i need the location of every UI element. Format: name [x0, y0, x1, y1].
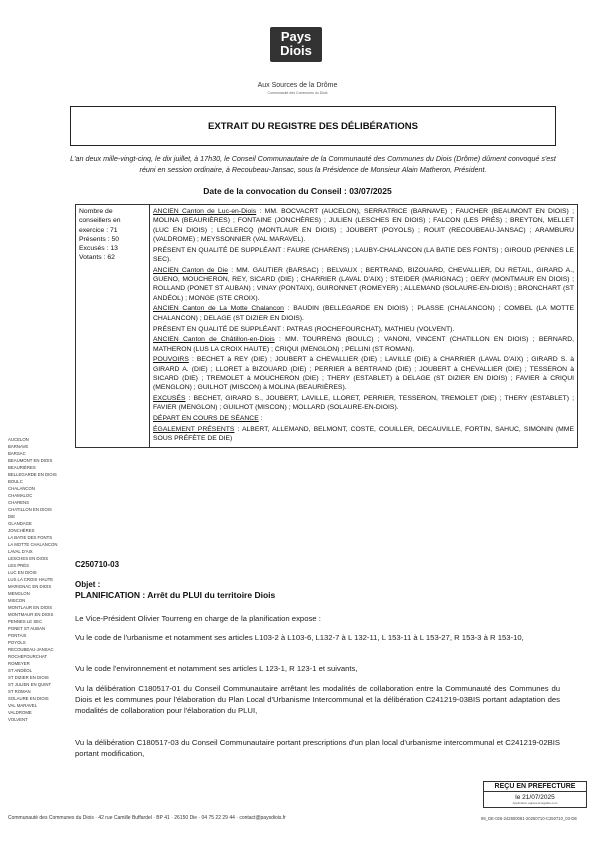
stamp-sub: Application agréée E-legalite.com — [512, 801, 558, 805]
attendance-text: : BECHET, GIRARD S., JOUBERT, LAVILLE, LLORET, PERRIER, TESSERON, TREMOLET (DIE) ; THERY (ESTABLET) ; FAVIER (MENGLON) ; GUILHOT (MISCON) ; MOLLARD (SOLAURE-EN-DIOIS). — [153, 395, 574, 412]
commune-item: LUS LA CROIX HAUTE — [8, 577, 54, 582]
tagline-sub: Communauté des Communes du Diois — [267, 91, 328, 95]
attendance-line — [153, 246, 574, 265]
commune-item: LESCHES EN DIOIS — [8, 556, 49, 561]
commune-item: PONET ST AUBAN — [8, 626, 46, 631]
prefecture-stamp — [483, 781, 587, 808]
attendance-table — [75, 204, 578, 448]
commune-item: ST DIZIER EN DIOIS — [8, 675, 49, 680]
commune-item: AUCELON — [8, 437, 29, 442]
commune-item: CHATILLON EN DIOIS — [8, 507, 52, 512]
commune-item: BARNAVE — [8, 444, 29, 449]
commune-item: BOULC — [8, 479, 23, 484]
commune-item: ST JULIEN EN QUINT — [8, 682, 52, 687]
stat-members: Nombre de conseillers en exercice : 71 — [79, 208, 121, 234]
commune-item: ST ROMAN — [8, 689, 31, 694]
attendance-stats — [76, 205, 150, 448]
attendance-label: ANCIEN Canton de Luc-en-Diois — [153, 208, 257, 215]
commune-item: VOLVENT — [8, 717, 28, 722]
attendance-line — [153, 207, 574, 244]
attendance-line — [153, 304, 574, 323]
commune-item: BEAUMONT EN DIOIS — [8, 458, 53, 463]
attendance-label: ANCIEN Canton de Châtillon-en-Diois — [153, 336, 275, 344]
attendance-label: POUVOIRS — [153, 356, 189, 364]
intro-paragraph: L'an deux mille-vingt-cinq, le dix juillet, à 17h30, le Conseil Communautaire de la Communauté des Communes du Diois (Drôme) dûment convoqué s'est réuni en session ordinaire, à Recoubeau-Jansac, sous la Présidence de Monsieur Alain Matheron, Président. — [70, 154, 556, 174]
attendance-line — [153, 266, 574, 303]
commune-item: POYOLS — [8, 640, 26, 645]
attendance-label: EXCUSÉS — [153, 395, 186, 403]
commune-item: JONCHÈRES — [8, 528, 35, 533]
paragraph: Vu la délibération C180517-01 du Conseil Communautaire arrêtant les modalités de collaboration entre la Communauté des Communes du Diois et les communes pour l'élaboration du Plan Local d'Urbanisme Intercommunal et la délibération C241219-03BIS portant adaptation des modalités de collaboration pour l'élaboration du PLUI, — [75, 684, 560, 715]
stamp-id: 99_DE-026-242600081-20250710-C250710_03-DE — [481, 816, 578, 821]
deliberation-code: C250710-03 — [75, 560, 120, 569]
attendance-label: ANCIEN Canton de La Motte Chalancon — [153, 305, 284, 313]
attendance-line — [153, 425, 574, 444]
paragraph: Vu le code de l'urbanisme et notamment ses articles L103-2 à L103-6, L132-7 à L 132-11, L 153-11 à L 153-27, R 153-3 à R 153-10, — [75, 633, 524, 642]
attendance-label: DÉPART EN COURS DE SÉANCE — [153, 415, 259, 423]
commune-item: PONTAIX — [8, 633, 27, 638]
stat-excused: Excusés : 13 — [79, 245, 118, 253]
commune-item: LES PRÉS — [8, 563, 30, 568]
commune-item: MONTMAUR EN DIOIS — [8, 612, 54, 617]
commune-item: MISCON — [8, 598, 26, 603]
commune-item: MARIGNAC EN DIOIS — [8, 584, 52, 589]
commune-item: GLANDAGE — [8, 521, 32, 526]
commune-item: VALDROME — [8, 710, 32, 715]
commune-item: PENNES LE SEC — [8, 619, 43, 624]
logo-text: Pays Diois — [270, 27, 322, 62]
commune-item: CHARENS — [8, 500, 30, 505]
commune-item: CHALANCON — [8, 486, 35, 491]
paragraph: Vu la délibération C180517-03 du Conseil Communautaire portant prescriptions d'un plan local d'urbanisme intercommunal et C241219-02BIS portant modification, — [75, 738, 560, 758]
attendance-text: : BECHET à REY (DIE) ; JOUBERT à CHEVALLIER (DIE) ; LAVILLE (DIE) à CHARRIER (LAVAL D'AIX) ; GIRARD S. à GIRARD A. (DIE) ; LLORET à BIZOUARD (DIE) ; PERRIER à BERTRAND (DIE) ; JOUBERT à CHEVALLIER (DIE) ; TESSERON à SICARD (DIE) ; TREMOLET à MOUCHERON (DIE) ; THERY (ESTABLET) à DELAGE (ST DIZIER EN DIOIS) ; FAVIER à CRIQUI (MENGLON) ; GUILHOT (MISCON) à MOLINA (BEAURIÈRES). — [153, 356, 574, 392]
attendance-label: ANCIEN Canton de Die — [153, 266, 228, 274]
attendance-line — [153, 335, 574, 354]
convocation-date: Date de la convocation du Conseil : 03/07/2025 — [203, 186, 392, 196]
commune-item: LA MOTTE CHALANCON — [8, 542, 58, 547]
stamp-title: REÇU EN PREFECTURE — [484, 782, 586, 792]
commune-item: ST ANDÉOL — [8, 668, 33, 673]
attendance-text: PRÉSENT EN QUALITÉ DE SUPPLÉANT : FAURE (CHARENS) ; LAUBY-CHALANCON (LA BATIE DES FONTS) ; GIROUD (PENNES LE SEC). — [153, 246, 574, 263]
footer: Communauté des Communes du Diois · 42 rue Camille Buffardel · BP 41 · 26150 Die · 04 75 22 29 44 · contact@paysdiois.fr — [8, 815, 286, 821]
commune-item: DIE — [8, 514, 16, 519]
commune-item: MENGLON — [8, 591, 30, 596]
attendance-line — [153, 355, 574, 392]
attendance-text: : MM. TOURRENG (BOULC) ; VANONI, VINCENT (CHATILLON EN DIOIS) ; BERNARD, MATHERON (LUS LA CROIX HAUTE) ; CRIQUI (MENGLON) ; PELLINI (ST ROMAN). — [153, 336, 574, 353]
attendance-label: ÉGALEMENT PRÉSENTS — [153, 426, 235, 434]
stat-voters: Votants : 62 — [79, 254, 115, 262]
commune-item: LAVAL D'AIX — [8, 549, 33, 554]
commune-item: BELLEGARDE EN DIOIS — [8, 472, 57, 477]
commune-item: SOLAURE EN DIOIS — [8, 696, 49, 701]
paragraph: Le Vice-Président Olivier Tourreng en charge de la planification expose : — [75, 614, 321, 623]
commune-item: RECOUBEAU-JANSAC — [8, 647, 54, 652]
tagline: Aux Sources de la Drôme — [257, 82, 338, 89]
attendance-line — [153, 325, 574, 334]
commune-item: LA BATIE DES FONTS — [8, 535, 53, 540]
attendance-text: : BAUDIN (BELLEGARDE EN DIOIS) ; PLASSE (CHALANCON) ; COMBEL (LA MOTTE CHALANCON) ; DELAGE (ST DIZIER EN DIOIS). — [153, 305, 574, 322]
commune-list — [8, 436, 76, 723]
attendance-line — [153, 414, 574, 423]
attendance-line — [153, 394, 574, 413]
commune-item: LUC EN DIOIS — [8, 570, 37, 575]
commune-item: ROCHEFOURCHAT — [8, 654, 48, 659]
commune-item: BARSAC — [8, 451, 26, 456]
stamp-date: le 21/07/2025 — [515, 794, 555, 801]
attendance-text: : MM. GAUTIER (BARSAC) ; BELVAUX ; BERTRAND, BIZOUARD, CHEVALLIER, DU RETAIL, GIRARD A., GUENO, MOUCHERON, REY, SICARD (DIE) ; CHARRIER (LAVAL D'AIX) ; STEIDER (MARIGNAC) ; GERY (MONTMAUR EN DIOIS) ; ROLLAND (PONET ST AUBAN) ; VINAY (PONTAIX), GUIRONNET (ROMEYER) ; ALLEMAND (SOLAURE-EN-DIOIS) ; BRONCHART (ST ANDÉOL) ; MONGE (STE CROIX). — [153, 266, 574, 302]
attendance-details — [150, 205, 578, 448]
stat-present: Présents : 50 — [79, 235, 120, 243]
commune-item: ROMEYER — [8, 661, 30, 666]
commune-item: CHAMALOC — [8, 493, 33, 498]
attendance-text: : ALBERT, ALLEMAND, BELMONT, COSTE, COUILLER, DECAUVILLE, FORTIN, SAHUC, SIMONIN (MME SOUS PRÉFÈTE DE DIE) — [153, 426, 575, 443]
attendance-text: : MM. BOCVACRT (AUCELON), SERRATRICE (BARNAVE) ; FAUCHER (BEAUMONT EN DIOIS) ; MOLINA (BEAURIÈRES) ; FONTAINE (JONCHÈRES) ; JULIEN (LESCHES EN DIOIS) ; FALCON (LES PRÉS) ; BREYTON, MELLET (LUC EN DIOIS) ; LECLERCQ (MONTLAUR EN DIOIS) ; JOUBERT (POYOLS) ; ROUIT (RECOUBEAU-JANSAC) ; ARAMBURU (VALDROME) ; MEYSSONNIER (VAL MARAVEL). — [153, 208, 574, 243]
commune-item: VAL MARAVEL — [8, 703, 38, 708]
document-title — [70, 106, 556, 146]
document-title-text: EXTRAIT DU REGISTRE DES DÉLIBÉRATIONS — [208, 120, 418, 132]
objet-title: PLANIFICATION : Arrêt du PLUI du territoire Diois — [75, 590, 276, 600]
objet-label: Objet : — [75, 580, 101, 589]
attendance-text: PRÉSENT EN QUALITÉ DE SUPPLÉANT : PATRAS (ROCHEFOURCHAT), MATHIEU (VOLVENT). — [153, 325, 455, 333]
attendance-text: : — [258, 415, 263, 423]
commune-item: MONTLAUR EN DIOIS — [8, 605, 53, 610]
paragraph: Vu le code l'environnement et notamment ses articles L 123-1, R 123-1 et suivants, — [75, 664, 358, 673]
logo — [270, 27, 322, 62]
commune-item: BEAURIÈRES — [8, 465, 36, 470]
